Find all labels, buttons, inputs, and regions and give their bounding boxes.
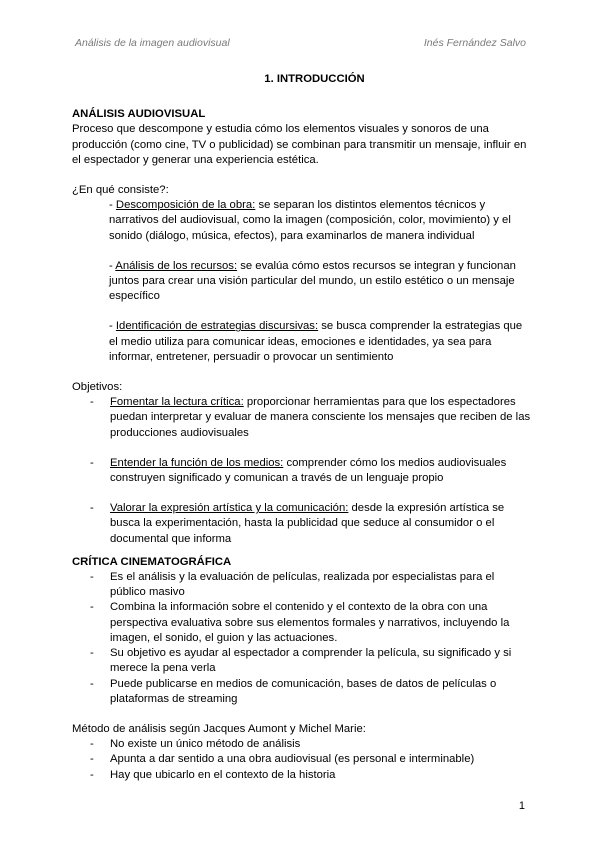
consiste-item-term: Identificación de estrategias discursivas:	[115, 320, 319, 333]
consiste-item: - Análisis de los recursos: se evalúa cómo estos recursos se integran y funcionan juntos para crear una visión particular del mundo, un estilo estético o un mensaje específico	[109, 259, 516, 303]
metodo-item: - Hay que ubicarlo en el contexto de la historia	[90, 768, 336, 781]
consiste-item: - Identificación de estrategias discursivas: se busca comprender la estrategias que el medio utiliza para comunicar ideas, emociones e identidades, ya sea para informar, entretener, persuadir o provocar un sentimiento	[109, 320, 523, 363]
critica-item: - Puede publicarse en medios de comunicación, bases de datos de películas o plataformas de streaming	[90, 677, 497, 705]
objectives-label: Objetivos:	[72, 381, 123, 394]
question-label: ¿En qué consiste?:	[72, 184, 169, 197]
consiste-item-text: se busca comprender la estrategias que el medio utiliza para comunicar ideas, emociones e identidades, ya sea para informar, entretener, persuadir o provocar un sentimiento	[109, 320, 523, 363]
objective-item: - Valorar la expresión artística y la comunicación: desde la expresión artística se busca la experimentación, hasta la publicidad que seduce al consumidor o el documental que informa	[90, 502, 505, 545]
consiste-item-text: se separan los distintos elementos técnicos y narrativos del audiovisual, como la imagen (composición, color, movimiento) y el sonido (diálogo, música, efectos), para examinarlos de manera individual	[109, 199, 511, 242]
objective-term: Entender la función de los medios:	[110, 456, 284, 469]
header-course-title: Análisis de la imagen audiovisual	[75, 37, 230, 49]
objective-text: proporcionar herramientas para que los espectadores puedan interpretar y evaluar de manera consciente los mensajes que reciben de las producciones audiovisuales	[110, 396, 531, 439]
consiste-item: - Descomposición de la obra: se separan los distintos elementos técnicos y narrativos del audiovisual, como la imagen (composición, color, movimiento) y el sonido (diálogo, música, efectos), para examinarlos de manera individual	[109, 199, 511, 242]
metodo-item: - No existe un único método de análisis	[90, 738, 301, 751]
critica-item: - Su objetivo es ayudar al espectador a comprender la película, su significado y si merece la pena verla	[90, 647, 512, 675]
critica-item: - Es el análisis y la evaluación de películas, realizada por especialistas para el público masivo	[90, 571, 495, 599]
objective-item: - Entender la función de los medios: comprender cómo los medios audiovisuales construyen significado y comunican a través de un lenguaje propio	[90, 456, 507, 485]
section-heading-critica: CRÍTICA CINEMATOGRÁFICA	[72, 555, 232, 568]
header-author: Inés Fernández Salvo	[423, 37, 526, 49]
objective-term: Valorar la expresión artística y la comunicación:	[110, 502, 349, 515]
consiste-item-term: Descomposición de la obra:	[115, 199, 256, 212]
metodo-intro: Método de análisis según Jacques Aumont y Michel Marie:	[72, 722, 366, 735]
critica-item: - Combina la información sobre el contenido y el contexto de la obra con una perspectiva evaluativa sobre sus elementos formales y narrativos, incluyendo la imagen, el sonido, el guion y las actuaciones.	[90, 601, 510, 644]
consiste-item-text: se evalúa cómo estos recursos se integran y funcionan juntos para crear una visión particular del mundo, un estilo estético o un mensaje específico	[109, 259, 516, 303]
page-content	[72, 72, 532, 783]
objective-text: comprender cómo los medios audiovisuales construyen significado y comunican a través de un lenguaje propio	[110, 456, 507, 485]
consiste-item-term: Análisis de los recursos:	[115, 259, 238, 272]
metodo-item: - Apunta a dar sentido a una obra audiovisual (es personal e interminable)	[90, 753, 475, 766]
objective-text: desde la expresión artística se busca la experimentación, hasta la publicidad que seduce al consumidor o el documental que informa	[110, 502, 505, 545]
objective-item: - Fomentar la lectura crítica: proporcionar herramientas para que los espectadores puedan interpretar y evaluar de manera consciente los mensajes que reciben de las producciones audiovisuales	[90, 396, 531, 439]
objective-term: Fomentar la lectura crítica:	[110, 396, 244, 409]
analisis-definition: Proceso que descompone y estudia cómo los elementos visuales y sonoros de una producción (como cine, TV o publicidad) se combinan para transmitir un mensaje, influir en el espectador y generar una experiencia estética.	[72, 123, 527, 166]
page-title: 1. INTRODUCCIÓN	[264, 73, 365, 85]
page-number: 1	[518, 800, 525, 812]
section-heading-analisis: ANÁLISIS AUDIOVISUAL	[72, 108, 206, 121]
